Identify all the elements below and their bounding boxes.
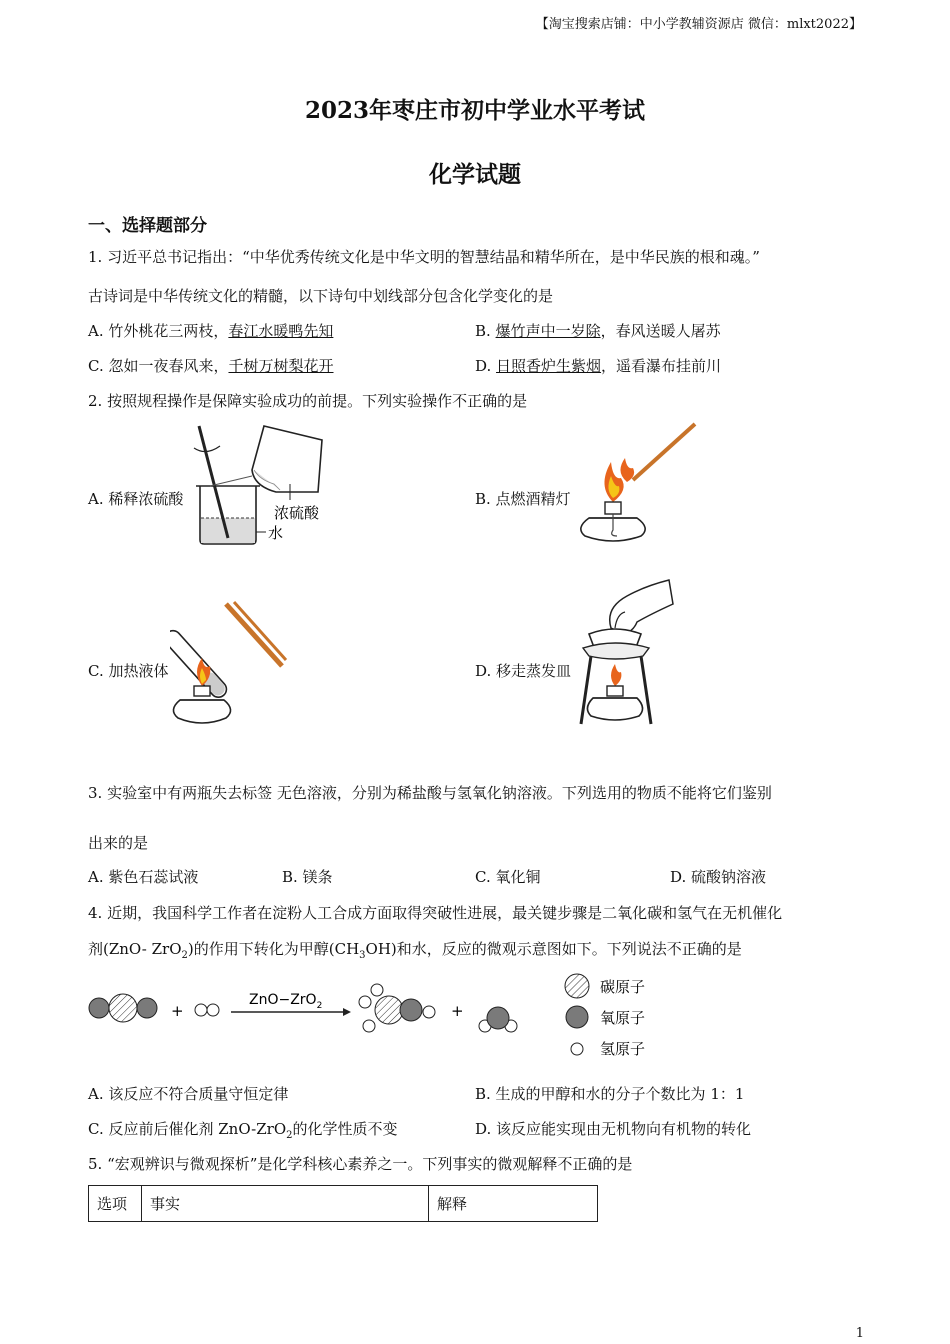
methanol-h-2 <box>359 996 371 1008</box>
label-water: 水 <box>268 524 284 542</box>
methanol-h-3 <box>363 1020 375 1032</box>
q1-stem-line2: 古诗词是中华传统文化的精髓，以下诗句中划线部分包含化学变化的是 <box>88 287 554 305</box>
q1-b-text: ，春风送暖人屠苏 <box>600 322 721 340</box>
legend-oxygen-symbol <box>566 1006 588 1028</box>
q2-option-d: D. 移走蒸发皿 <box>475 662 572 680</box>
q5-stem: 5. “宏观辨识与微观探析”是化学科核心素养之一。下列事实的微观解释不正确的是 <box>88 1155 633 1173</box>
q1-b-underlined: 爆竹声中一岁除 <box>495 322 601 340</box>
co2-oxygen-right <box>137 998 157 1018</box>
q1-option-b <box>475 320 721 341</box>
h2-atom-2 <box>207 1004 219 1016</box>
co2-oxygen-left <box>89 998 109 1018</box>
q3-stem-line2: 出来的是 <box>88 834 149 852</box>
q4-line2-part1: 剂(ZnO- ZrO <box>88 940 182 958</box>
methanol-carbon <box>375 996 403 1024</box>
q2-option-b: B. 点燃酒精灯 <box>475 490 571 508</box>
q4-stem-line2 <box>88 938 742 961</box>
q4-line2-sub1: 2 <box>181 950 188 961</box>
q1-c-underlined: 千树万树梨花开 <box>228 357 334 375</box>
page-subtitle: 化学试题 <box>429 161 521 188</box>
q4-line2-part3: OH)和水，反应的微观示意图如下。下列说法不正确的是 <box>365 940 742 958</box>
dilute-acid-illustration <box>190 420 340 550</box>
q4-c-part1: C. 反应前后催化剂 ZnO-ZrO <box>88 1120 287 1138</box>
q1-a-text: A. 竹外桃花三两枝， <box>88 322 229 340</box>
q1-option-a <box>88 320 333 341</box>
q1-c-text: C. 忽如一夜春风来， <box>88 357 229 375</box>
q4-option-c <box>88 1118 398 1141</box>
page-title: 2023年枣庄市初中学业水平考试 <box>304 97 645 124</box>
q4-option-d: D. 该反应能实现由无机物向有机物的转化 <box>475 1120 752 1138</box>
legend-hydrogen-symbol <box>571 1043 583 1055</box>
q1-d-text: ，遥看瀑布挂前川 <box>601 357 722 375</box>
q3-option-b: B. 镁条 <box>282 868 333 886</box>
reaction-diagram <box>85 966 685 1076</box>
remove-dish-illustration <box>575 578 685 728</box>
light-lamp-illustration <box>575 418 705 548</box>
methanol-h-4 <box>423 1006 435 1018</box>
q3-stem-line1: 3. 实验室中有两瓶失去标签 无色溶液，分别为稀盐酸与氢氧化钠溶液。下列选用的物质不能将它们鉴别 <box>88 784 772 802</box>
q1-d-underlined: 日照香炉生紫烟 <box>496 357 602 375</box>
heat-liquid-illustration <box>170 600 300 730</box>
methanol-oxygen <box>400 999 422 1021</box>
water-oxygen <box>487 1007 509 1029</box>
q1-option-c <box>88 355 334 376</box>
q4-c-sub: 2 <box>286 1130 293 1141</box>
legend-hydrogen-label: 氢原子 <box>600 1040 646 1058</box>
legend-carbon-symbol <box>565 974 589 998</box>
q3-option-d: D. 硫酸钠溶液 <box>670 868 767 886</box>
legend-oxygen-label: 氧原子 <box>600 1009 646 1027</box>
q4-option-b: B. 生成的甲醇和水的分子个数比为 1：1 <box>475 1085 745 1103</box>
col-explanation: 解释 <box>429 1186 598 1222</box>
plus-sign-1: + <box>171 1002 184 1020</box>
q4-line2-sub2: 3 <box>359 950 366 961</box>
h2-atom-1 <box>195 1004 207 1016</box>
q1-a-underlined: 春江水暖鸭先知 <box>228 322 334 340</box>
q1-d-label: D. <box>475 357 497 375</box>
q1-b-label: B. <box>475 322 496 340</box>
q3-option-c: C. 氧化铜 <box>475 868 541 886</box>
header-shop-text: 【淘宝搜索店铺：中小学教辅资源店 微信：mlxt2022】 <box>535 17 862 32</box>
catalyst-label: ZnO−ZrO$_2$ <box>249 992 323 1011</box>
section-heading: 一、选择题部分 <box>88 216 207 236</box>
co2-carbon <box>109 994 137 1022</box>
legend-carbon-label: 碳原子 <box>600 978 646 996</box>
label-conc-sulfuric-acid: 浓硫酸 <box>274 504 320 522</box>
q2-option-c: C. 加热液体 <box>88 662 169 680</box>
methanol-h-1 <box>371 984 383 996</box>
q1-stem-line1: 1. 习近平总书记指出：“中华优秀传统文化是中华文明的智慧结晶和精华所在，是中华民族的根和魂。” <box>88 248 760 266</box>
q4-stem-line1: 4. 近期，我国科学工作者在淀粉人工合成方面取得突破性进展，最关键步骤是二氧化碳和氢气在无机催化 <box>88 904 783 922</box>
q5-table <box>88 1185 598 1222</box>
col-fact: 事实 <box>142 1186 429 1222</box>
table-header-row <box>89 1186 598 1222</box>
q4-line2-part2: )的作用下转化为甲醇(CH <box>187 940 360 958</box>
q4-c-part2: 的化学性质不变 <box>292 1120 398 1138</box>
q2-option-a: A. 稀释浓硫酸 <box>88 490 184 508</box>
page-number: 1 <box>855 1326 864 1341</box>
plus-sign-2: + <box>451 1002 464 1020</box>
q4-option-a: A. 该反应不符合质量守恒定律 <box>88 1085 289 1103</box>
col-option: 选项 <box>89 1186 142 1222</box>
q2-stem: 2. 按照规程操作是保障实验成功的前提。下列实验操作不正确的是 <box>88 392 528 410</box>
q3-option-a: A. 紫色石蕊试液 <box>88 868 199 886</box>
q1-option-d <box>475 355 721 376</box>
